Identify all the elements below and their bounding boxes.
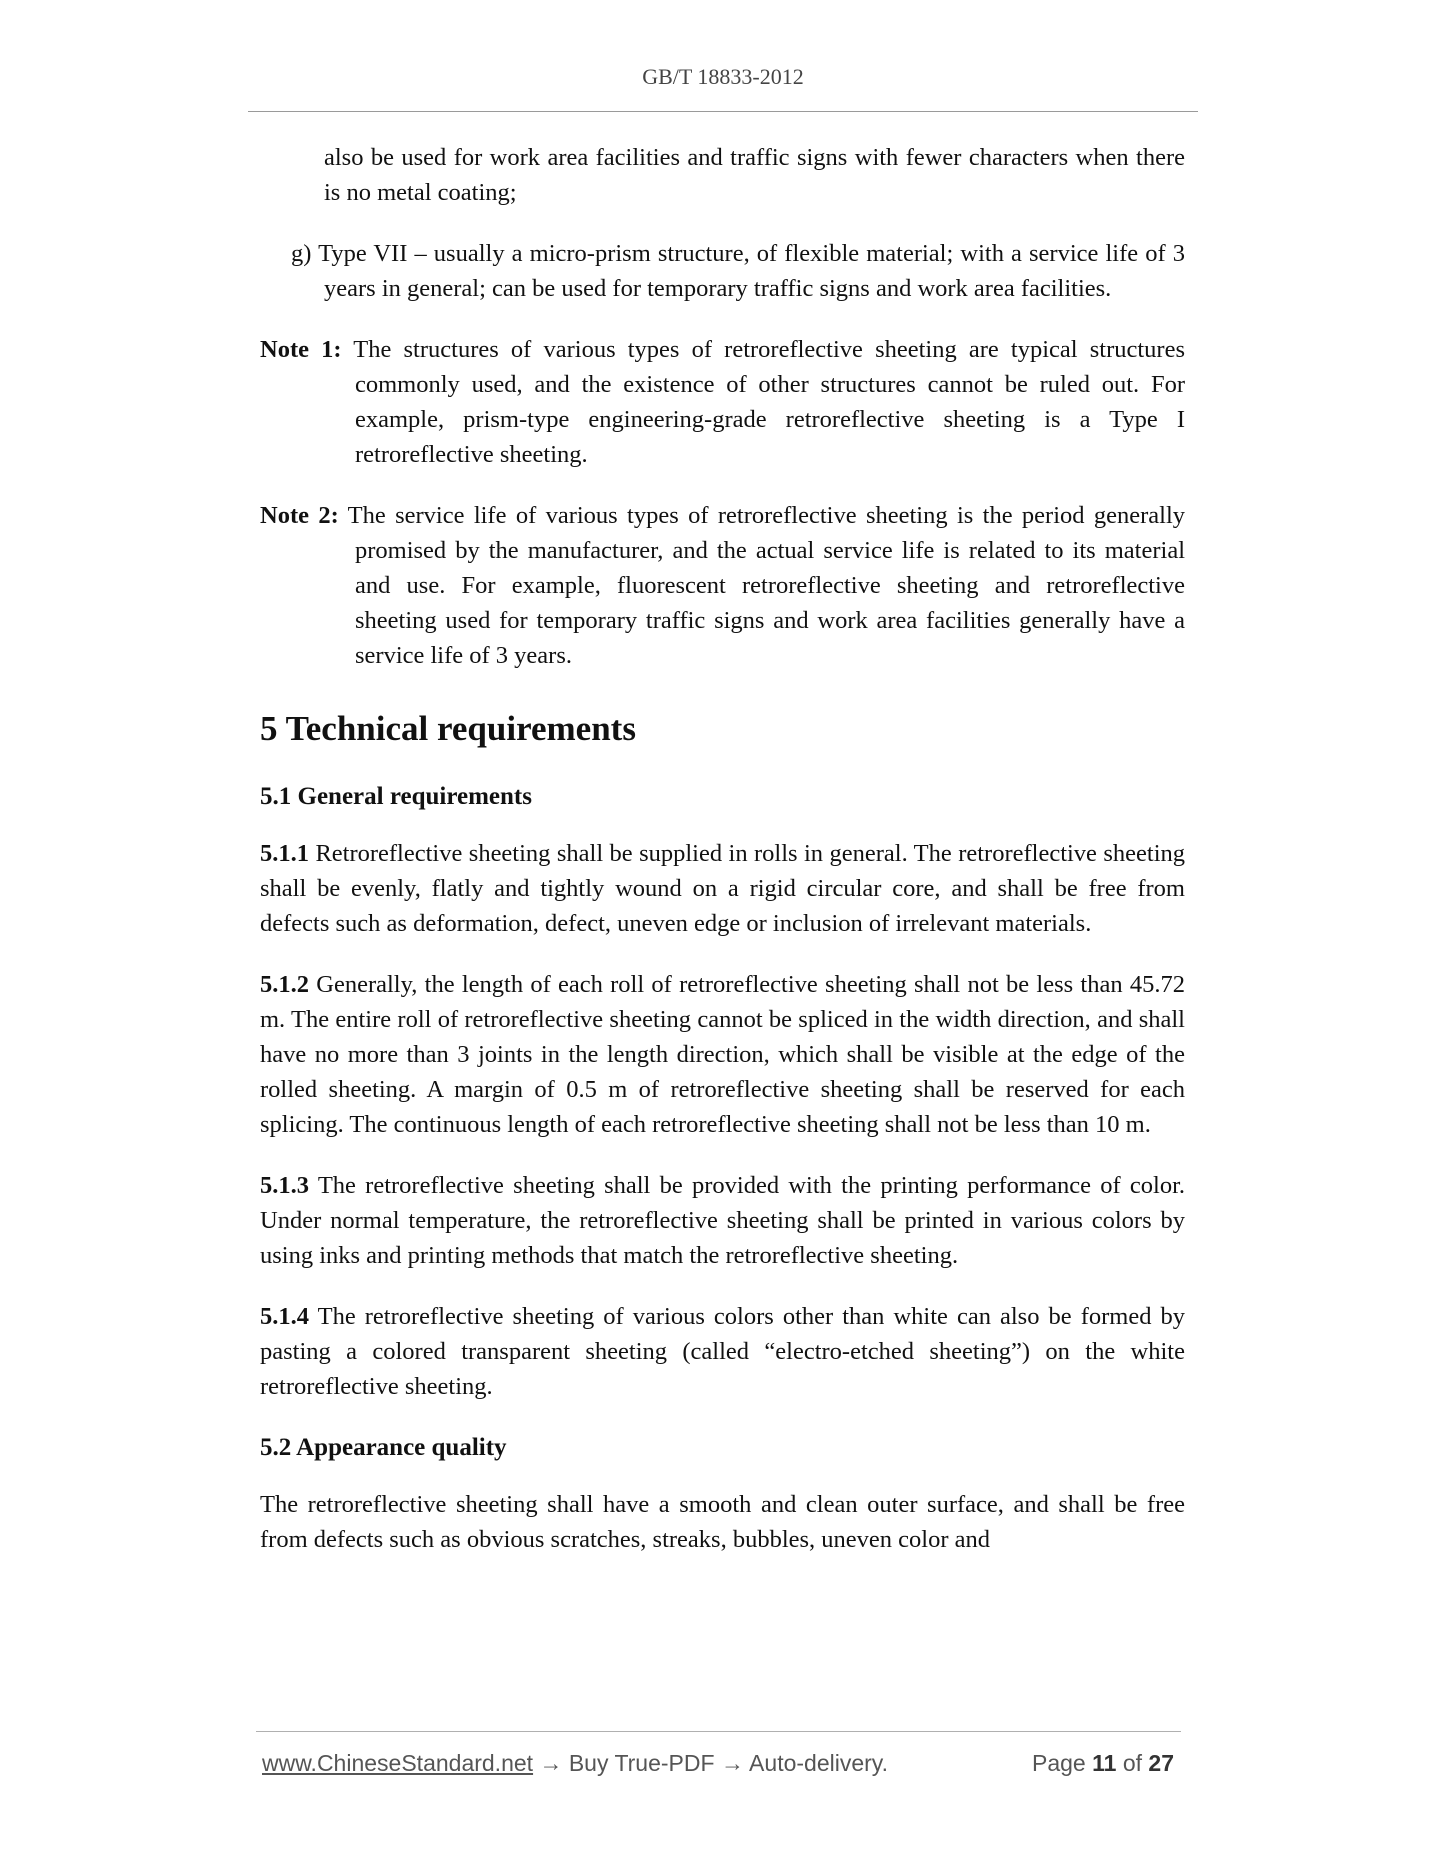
- continuation-text: also be used for work area facilities and traffic signs with fewer characters when there is no metal coating;: [324, 144, 1185, 206]
- clause-text: Generally, the length of each roll of retroreflective sheeting shall not be less than 45.72 m. The entire roll of retroreflective sheeting cannot be spliced in the width direction, and shall have no more than 3 joints in the length direction, which shall be visible at the edge of the rolled sheeting. A margin of 0.5 m of retroreflective sheeting shall be reserved for each splicing. The continuous length of each retroreflective sheeting shall not be less than 10 m.: [260, 971, 1185, 1138]
- section-5-1-heading: 5.1 General requirements: [260, 783, 532, 810]
- clause-5-1-2: [260, 967, 1185, 1142]
- clause-number: 5.1.2: [260, 971, 309, 998]
- website-link[interactable]: www.ChineseStandard.net: [262, 1750, 534, 1776]
- section-5-heading: 5 Technical requirements: [260, 709, 636, 748]
- clause-text: The retroreflective sheeting shall be provided with the printing performance of color. Under normal temperature, the retroreflective sheeting shall be printed in various colors by using inks and printing methods that match the retroreflective sheeting.: [260, 1172, 1186, 1269]
- clause-number: 5.1.4: [260, 1303, 309, 1330]
- total-pages: 27: [1148, 1750, 1174, 1776]
- page-label: Page: [1032, 1750, 1086, 1776]
- note-2-label: Note 2:: [260, 502, 339, 529]
- page-indicator: [1032, 1750, 1174, 1777]
- note-1: [260, 332, 1185, 472]
- clause-5-1-4: [260, 1299, 1185, 1404]
- note-1-label: Note 1:: [260, 336, 342, 363]
- note-1-text: The structures of various types of retroreflective sheeting are typical structures commonly used, and the existence of other structures cannot be ruled out. For example, prism-type engineering-grade retroreflective sheeting is a Type I retroreflective sheeting.: [353, 336, 1186, 468]
- current-page-number: 11: [1092, 1750, 1117, 1776]
- clause-5-2-text: The retroreflective sheeting shall have a smooth and clean outer surface, and shall be free from defects such as obvious scratches, streaks, bubbles, uneven color and: [260, 1491, 1185, 1553]
- footer-divider: [256, 1731, 1181, 1732]
- clause-5-1-3: [260, 1168, 1185, 1273]
- clause-5-1-1: [260, 836, 1185, 941]
- section-5-2-heading: 5.2 Appearance quality: [260, 1434, 507, 1461]
- promo-text: → Buy True-PDF → Auto-delivery.: [539, 1750, 888, 1776]
- clause-number: 5.1.3: [260, 1172, 309, 1199]
- clause-number: 5.1.1: [260, 840, 309, 867]
- document-id: GB/T 18833-2012: [642, 64, 804, 89]
- clause-text: The retroreflective sheeting of various colors other than white can also be formed by pasting a colored transparent sheeting (called “electro-etched sheeting”) on the white retroreflective sheeting.: [260, 1303, 1186, 1400]
- page-footer: [262, 1750, 1180, 1782]
- note-2-text: The service life of various types of retroreflective sheeting is the period generally promised by the manufacturer, and the actual service life is related to its material and use. For example, fluorescent retroreflective sheeting and retroreflective sheeting used for temporary traffic signs and work area facilities generally have a service life of 3 years.: [347, 502, 1186, 669]
- of-label: of: [1122, 1750, 1143, 1776]
- page-content: [260, 140, 1185, 1583]
- header-divider: [248, 111, 1198, 112]
- page-header: [248, 64, 1198, 90]
- note-2: [260, 498, 1185, 673]
- clause-text: Retroreflective sheeting shall be supplied in rolls in general. The retroreflective sheeting shall be evenly, flatly and tightly wound on a rigid circular core, and shall be free from defects such as deformation, defect, uneven edge or inclusion of irrelevant materials.: [260, 840, 1186, 937]
- list-item-g: g) Type VII – usually a micro-prism structure, of flexible material; with a service life of 3 years in general; can be used for temporary traffic signs and work area facilities.: [291, 240, 1185, 302]
